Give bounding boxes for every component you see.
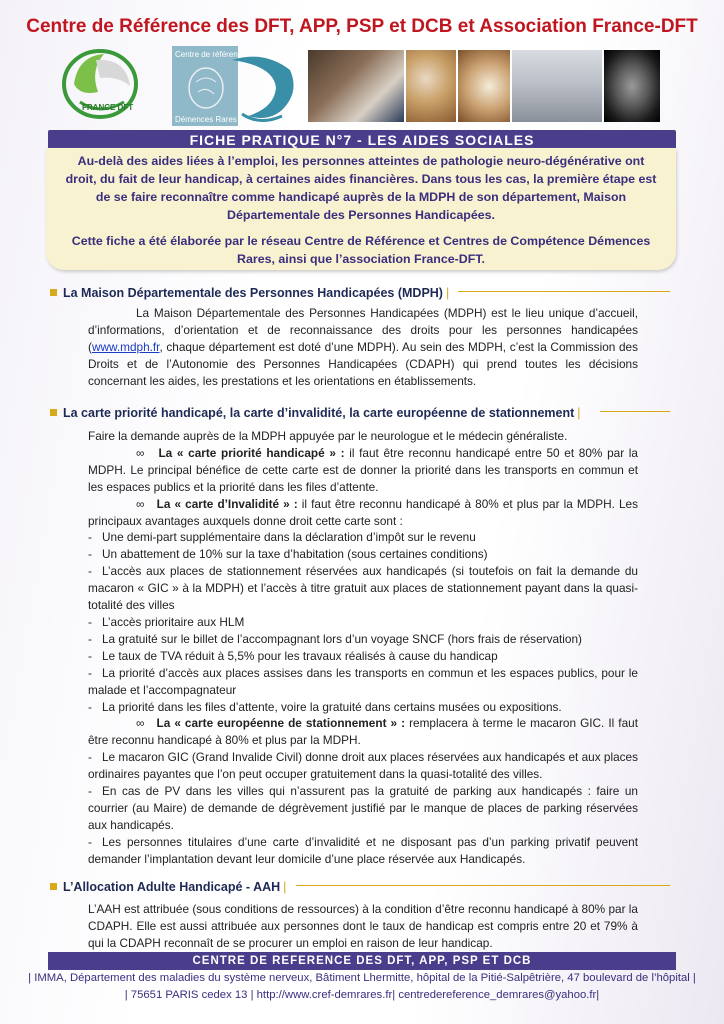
footer-contact: | 75651 PARIS cedex 13 | http://www.cref-demrares.fr| centredereference_demrares@yahoo.fr| (124, 989, 600, 1001)
section-aah-body (88, 901, 638, 952)
section-cartes-heading (50, 406, 581, 420)
pipe-separator: | (283, 880, 287, 894)
intro-paragraph-2: Cette fiche a été élaborée par le réseau Centre de Référence et Centres de Compétence Démences Rares, ainsi que l’association France-DFT. (71, 234, 651, 266)
dash-bullet-icon: - (88, 699, 92, 714)
heading-rule (458, 291, 670, 292)
section-mdph-heading (50, 286, 449, 300)
aah-text: L’AAH est attribuée (sous conditions de ressources) à la condition d’être reconnu handicapé à 80% par la CDAPH. Elle est aussi attribuée aux personnes dont le taux de handicap est compris entre 20 et 79% à qui la CDAPH reconnaît de se procurer un emploi en raison de leur handicap. (88, 902, 638, 950)
neuron-photo-2 (458, 50, 510, 122)
section-cartes-title: La carte priorité handicapé, la carte d’invalidité, la carte européenne de stationnement (63, 406, 575, 420)
dash-bullet-icon: - (88, 784, 92, 799)
mdph-link[interactable]: www.mdph.fr (91, 339, 160, 354)
header-banner (60, 46, 660, 126)
list-item: - L’accès aux places de stationnement réservées aux handicapés (si toutefois on fait la demande du macaron « GIC » à la MDPH) et l’accès à titre gratuit aux places de stationnement payant dans la quasi-totalité des villes (88, 564, 638, 613)
list-item: - Le taux de TVA réduit à 5,5% pour les travaux réalisés à cause du handicap (88, 648, 498, 663)
priorite-text: il faut être reconnu handicapé entre 50 et 80% par la MDPH. Le principal bénéfice de cette carte est de donner la priorité dans les transports en commun et les espaces publics et la priorité dans les files d’attente. (88, 445, 638, 494)
square-bullet-icon (50, 289, 57, 296)
square-bullet-icon (50, 409, 57, 416)
neuron-photo-1 (406, 50, 456, 122)
infinity-bullet-icon: ∞ (136, 716, 145, 731)
cartes-intro: Faire la demande auprès de la MDPH appuyée par le neurologue et le médecin généraliste. (88, 429, 568, 443)
fiche-title-bar: FICHE PRATIQUE N°7 - LES AIDES SOCIALES (48, 130, 676, 150)
section-aah-title: L’Allocation Adulte Handicapé - AAH (63, 880, 281, 894)
page-title: Centre de Référence des DFT, APP, PSP et DCB et Association France-DFT (26, 16, 698, 37)
square-bullet-icon (50, 883, 57, 890)
invalidite-label: La « carte d’Invalidité » : (156, 496, 298, 511)
infinity-bullet-icon: ∞ (136, 445, 145, 460)
europeenne-label: La « carte européenne de stationnement » : (156, 716, 406, 731)
footer-address: | IMMA, Département des maladies du système nerveux, Bâtiment Lhermitte, hôpital de la Pitié-Salpêtrière, 47 boulevard de l’hôpital | (28, 972, 696, 984)
heading-rule (600, 411, 670, 412)
cref-logo-text-top: Centre de référence (175, 50, 247, 59)
france-dft-logo (60, 46, 166, 126)
section-mdph-body (88, 305, 638, 390)
footer-bar: CENTRE DE REFERENCE DES DFT, APP, PSP ET DCB (48, 952, 676, 970)
list-item: - L’accès prioritaire aux HLM (88, 614, 245, 629)
scanner-photo (512, 50, 602, 122)
europeenne-text: remplacera à terme le macaron GIC. Il faut être reconnu handicapé à 80% et plus par la MDPH. (88, 716, 638, 748)
dash-bullet-icon: - (88, 564, 92, 579)
mdph-text-b: , chaque département est doté d’une MDPH). Au sein des MDPH, c’est la Commission des Droits et de l’Autonomie des Personnes Handicapées (CDAPH) qui prend toutes les décisions concernant les aides, les prestations et les orientations en établissements. (88, 339, 638, 388)
list-item: - La gratuité sur le billet de l’accompagnant lors d’un voyage SNCF (hors frais de réservation) (88, 631, 582, 646)
dash-bullet-icon: - (88, 547, 92, 562)
list-item: - En cas de PV dans les villes qui n’assurent pas la gratuité de parking aux handicapés : faire un courrier (au Maire) de demande de dégrèvement justifié par le manque de places de parking réservées aux handicapés. (88, 784, 638, 832)
dash-bullet-icon: - (88, 834, 92, 849)
dash-bullet-icon: - (88, 631, 92, 646)
infinity-bullet-icon: ∞ (136, 496, 145, 511)
cref-demences-rares-logo (172, 46, 302, 126)
pipe-separator: | (445, 286, 450, 300)
list-item: - Le macaron GIC (Grand Invalide Civil) donne droit aux places réservées aux handicapés et aux places ordinaires payantes que l’on peut occuper gratuitement dans la quasi-totalité des villes. (88, 750, 638, 782)
cref-logo-text-bottom: Démences Rares (175, 115, 237, 124)
mdph-text-a: La Maison Départementale des Personnes Handicapées (MDPH) est le lieu unique d’accueil, d’informations, d’orientation et de reconnaissance des droits pour les personnes handicapées ( (88, 306, 638, 354)
priorite-label: La « carte priorité handicapé » : (158, 445, 345, 460)
list-item: - Un abattement de 10% sur la taxe d’habitation (sous certaines conditions) (88, 547, 488, 562)
list-item: - La priorité d’accès aux places assises dans les transports en commun et les espaces publics, pour le malade et l’accompagnateur (88, 665, 638, 697)
section-aah-heading (50, 880, 286, 894)
heading-rule (296, 885, 670, 886)
doctor-photo (308, 50, 404, 122)
france-dft-logo-text-small: FRANCE DFT (82, 103, 134, 112)
intro-paragraph-1: Au-delà des aides liées à l’emploi, les personnes atteintes de pathologie neuro-dégénérative ont droit, du fait de leur handicap, à certaines aides financières. Dans tous les cas, la première étape est de se faire reconnaître comme handicapé auprès de la MDPH de son département, Maison Départementale des Personnes Handicapées. (65, 154, 657, 222)
intro-box (46, 148, 676, 270)
section-cartes-body (88, 428, 638, 868)
list-item: - La priorité dans les files d’attente, voire la gratuité dans certains musées ou expositions. (88, 699, 562, 714)
footer (0, 970, 724, 1004)
dash-bullet-icon: - (88, 665, 92, 680)
brain-mri-photo (604, 50, 660, 122)
dash-bullet-icon: - (88, 750, 92, 765)
dash-bullet-icon: - (88, 614, 92, 629)
list-item: - Les personnes titulaires d’une carte d’invalidité et ne disposant pas d’un parking privatif peuvent demander l’implantation devant leur domicile d’une place réservée aux Handicapés. (88, 834, 638, 866)
section-mdph-title: La Maison Départementale des Personnes Handicapées (MDPH) (63, 286, 443, 300)
dash-bullet-icon: - (88, 530, 92, 545)
dash-bullet-icon: - (88, 648, 92, 663)
pipe-separator: | (577, 406, 581, 420)
list-item: - Une demi-part supplémentaire dans la déclaration d’impôt sur le revenu (88, 530, 476, 545)
invalidite-text: il faut être reconnu handicapé à 80% et plus par la MDPH. Les principaux avantages auxquels donne droit cette carte sont : (88, 496, 638, 528)
